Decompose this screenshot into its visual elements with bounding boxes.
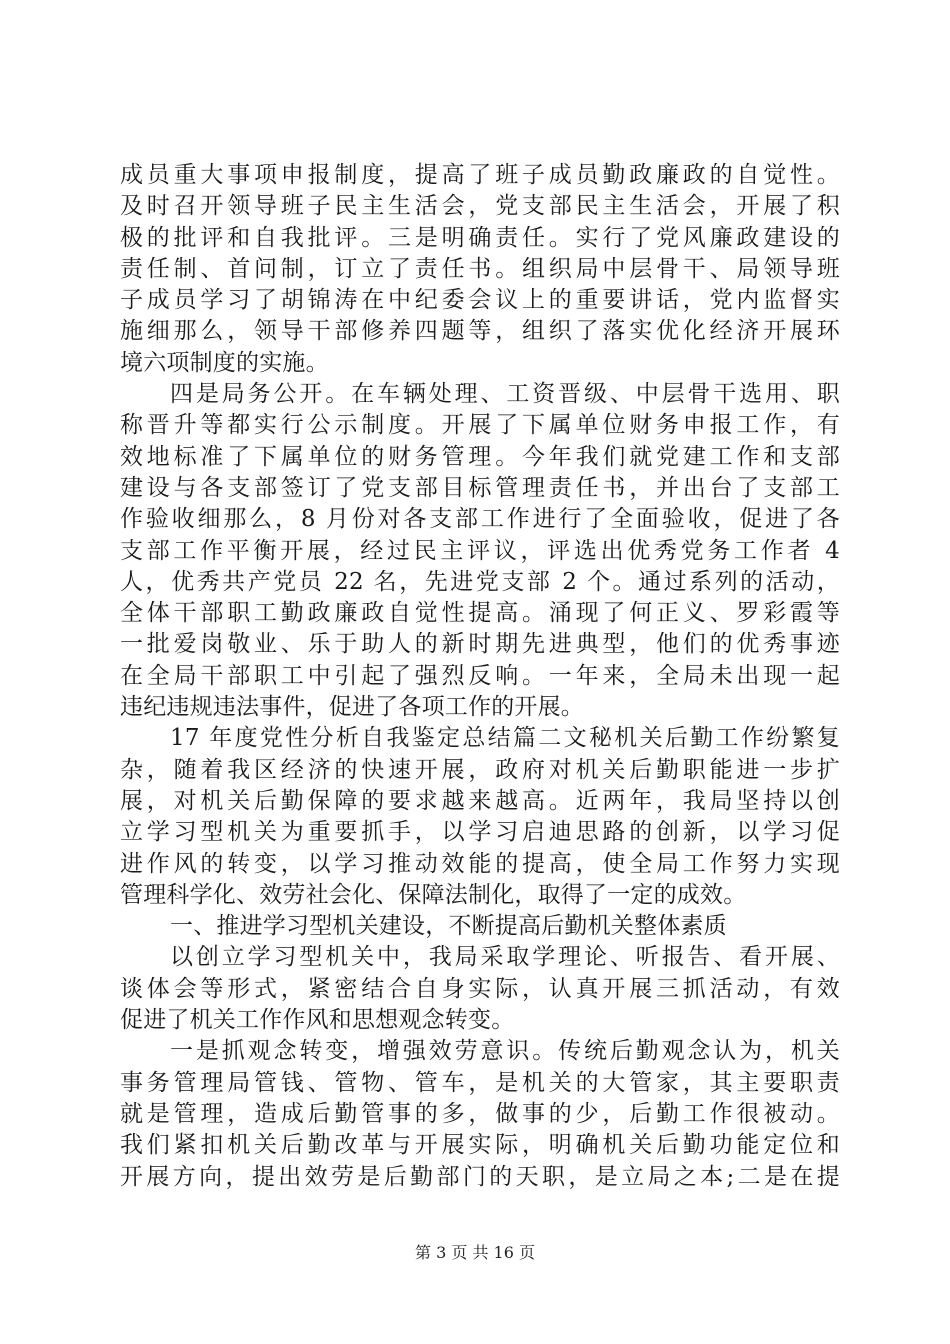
- text-line: 就是管理，造成后勤管事的多，做事的少，后勤工作很被动。: [120, 1100, 840, 1127]
- text-line: 四是局务公开。在车辆处理、工资晋级、中层骨干选用、职: [170, 381, 840, 408]
- text-line: 成员重大事项申报制度，提高了班子成员勤政廉政的自觉性。: [120, 162, 840, 188]
- text-line: 以创立学习型机关中，我局采取学理论、听报告、看开展、: [170, 944, 840, 971]
- text-line: 事务管理局管钱、管物、管车，是机关的大管家，其主要职责: [120, 1069, 840, 1096]
- text-line: 违纪违规违法事件，促进了各项工作的开展。: [120, 694, 584, 721]
- text-line: 杂，随着我区经济的快速开展，政府对机关后勤职能进一步扩: [120, 756, 840, 783]
- text-line: 一是抓观念转变，增强效劳意识。传统后勤观念认为，机关: [170, 1038, 840, 1065]
- page-footer: 第 3 页 共 16 页: [415, 1243, 535, 1262]
- text-line: 17 年度党性分析自我鉴定总结篇二文秘机关后勤工作纷繁复: [170, 725, 840, 752]
- text-line: 人，优秀共产党员 22 名，先进党支部 2 个。通过系列的活动，: [120, 568, 840, 595]
- text-line: 进作风的转变，以学习推动效能的提高，使全局工作努力实现: [120, 850, 840, 877]
- text-line: 施细那么，领导干部修养四题等，组织了落实优化经济开展环: [120, 318, 840, 345]
- text-line: 管理科学化、效劳社会化、保障法制化，取得了一定的成效。: [120, 881, 747, 908]
- text-line: 谈体会等形式，紧密结合自身实际，认真开展三抓活动，有效: [120, 975, 840, 1002]
- text-line: 建设与各支部签订了党支部目标管理责任书，并出台了支部工: [120, 474, 840, 501]
- text-line: 境六项制度的实施。: [120, 349, 329, 376]
- text-line: 开展方向，提出效劳是后勤部门的天职，是立局之本;二是在提: [120, 1163, 840, 1190]
- text-line: 我们紧扣机关后勤改革与开展实际，明确机关后勤功能定位和: [120, 1132, 840, 1159]
- document-body: [120, 160, 840, 1193]
- text-line: 一、推进学习型机关建设，不断提高后勤机关整体素质: [170, 913, 727, 940]
- text-line: 全体干部职工勤政廉政自觉性提高。涌现了何正义、罗彩霞等: [120, 600, 840, 627]
- text-line: 称晋升等都实行公示制度。开展了下属单位财务申报工作，有: [120, 412, 840, 439]
- text-line: 子成员学习了胡锦涛在中纪委会议上的重要讲话，党内监督实: [120, 287, 840, 314]
- text-line: 效地标准了下属单位的财务管理。今年我们就党建工作和支部: [120, 443, 840, 470]
- text-line: 极的批评和自我批评。三是明确责任。实行了党风廉政建设的: [120, 224, 840, 251]
- text-line: 立学习型机关为重要抓手，以学习启迪思路的创新，以学习促: [120, 819, 840, 846]
- text-line: 一批爱岗敬业、乐于助人的新时期先进典型，他们的优秀事迹: [120, 631, 840, 658]
- text-line: 及时召开领导班子民主生活会，党支部民主生活会，开展了积: [120, 193, 840, 220]
- text-line: 在全局干部职工中引起了强烈反响。一年来，全局未出现一起: [120, 662, 840, 689]
- text-line: 责任制、首问制，订立了责任书。组织局中层骨干、局领导班: [120, 255, 840, 282]
- text-line: 促进了机关工作作风和思想观念转变。: [120, 1007, 515, 1034]
- text-line: 支部工作平衡开展，经过民主评议，评选出优秀党务工作者 4: [120, 537, 840, 564]
- text-line: 展，对机关后勤保障的要求越来越高。近两年，我局坚持以创: [120, 787, 840, 814]
- text-line: 作验收细那么，8 月份对各支部工作进行了全面验收，促进了各: [120, 506, 840, 533]
